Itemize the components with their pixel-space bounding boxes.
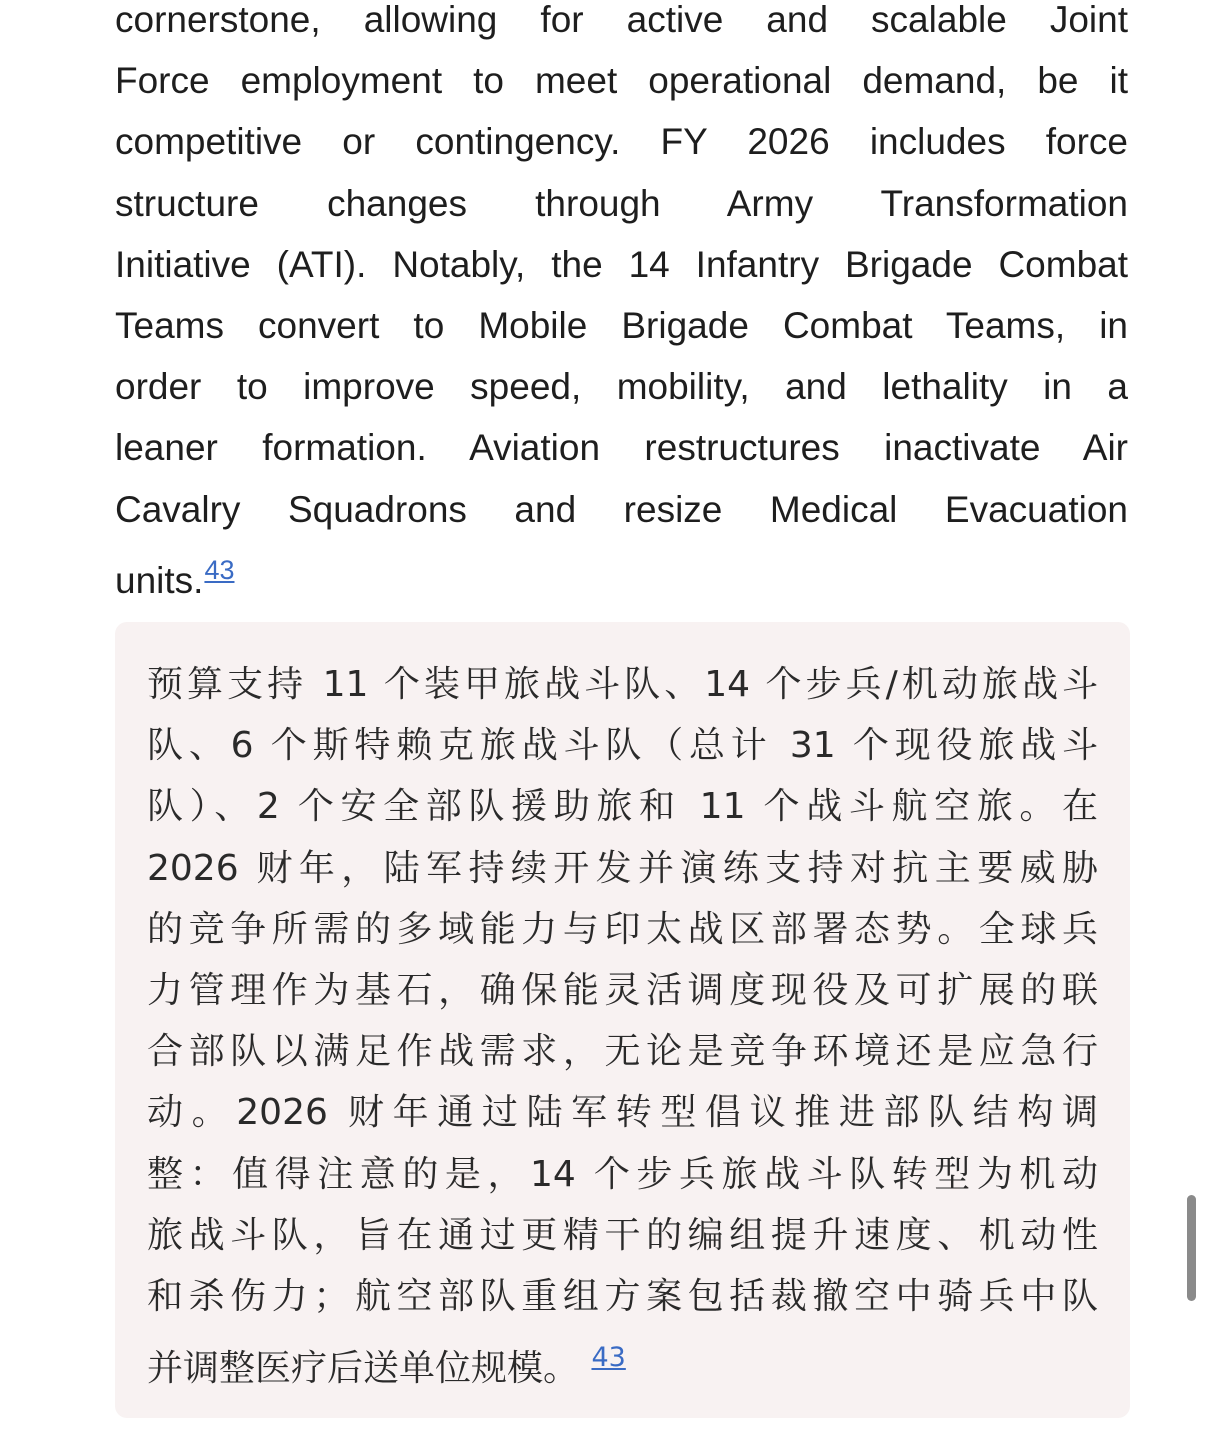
- text-line: 动。2026 财年通过陆军转型倡议推进部队结构调: [147, 1092, 1098, 1134]
- text-line: 和杀伤力；航空部队重组方案包括裁撤空中骑兵中队: [147, 1275, 1098, 1317]
- translation-box: [115, 622, 1130, 1418]
- scrollbar-thumb[interactable]: [1187, 1195, 1196, 1301]
- chinese-translation: [147, 654, 1098, 1388]
- text-line-last: [115, 540, 1128, 601]
- text-line: Initiative (ATI). Notably, the 14 Infantry Brigade Combat: [115, 243, 1128, 285]
- text-line: structure changes through Army Transformation: [115, 182, 1128, 224]
- english-paragraph: [115, 0, 1128, 601]
- text-line: 2026 财年，陆军持续开发并演练支持对抗主要威胁: [147, 847, 1098, 889]
- text-line: 预算支持 11 个装甲旅战斗队、14 个步兵/机动旅战斗: [147, 664, 1098, 705]
- text-line: 力管理作为基石，确保能灵活调度现役及可扩展的联: [147, 969, 1098, 1011]
- text-line: Force employment to meet operational demand, be it: [115, 60, 1128, 102]
- text-line: cornerstone, allowing for active and scalable Joint: [115, 0, 1128, 40]
- text-line: 队）、2 个安全部队援助旅和 11 个战斗航空旅。在: [147, 786, 1098, 828]
- text-line: 旅战斗队，旨在通过更精干的编组提升速度、机动性: [147, 1214, 1098, 1256]
- text-line: Cavalry Squadrons and resize Medical Evacuation: [115, 488, 1128, 530]
- text-line-last: [147, 1327, 1098, 1388]
- text-line: 整：值得注意的是，14 个步兵旅战斗队转型为机动: [147, 1153, 1098, 1195]
- text-line: 并调整医疗后送单位规模。: [147, 1348, 580, 1390]
- text-line: Teams convert to Mobile Brigade Combat Teams, in: [115, 304, 1128, 346]
- footnote-link[interactable]: 43: [591, 1342, 626, 1374]
- text-line: competitive or contingency. FY 2026 includes force: [115, 121, 1128, 163]
- text-line: 的竞争所需的多域能力与印太战区部署态势。全球兵: [147, 908, 1098, 950]
- text-line: leaner formation. Aviation restructures inactivate Air: [115, 427, 1128, 469]
- text-line: 队、6 个斯特赖克旅战斗队（总计 31 个现役旅战斗: [147, 725, 1098, 767]
- text-line: 合部队以满足作战需求，无论是竞争环境还是应急行: [147, 1031, 1098, 1073]
- text-line: order to improve speed, mobility, and lethality in a: [115, 366, 1128, 408]
- footnote-link[interactable]: 43: [204, 554, 235, 585]
- text-line: units.: [115, 559, 204, 601]
